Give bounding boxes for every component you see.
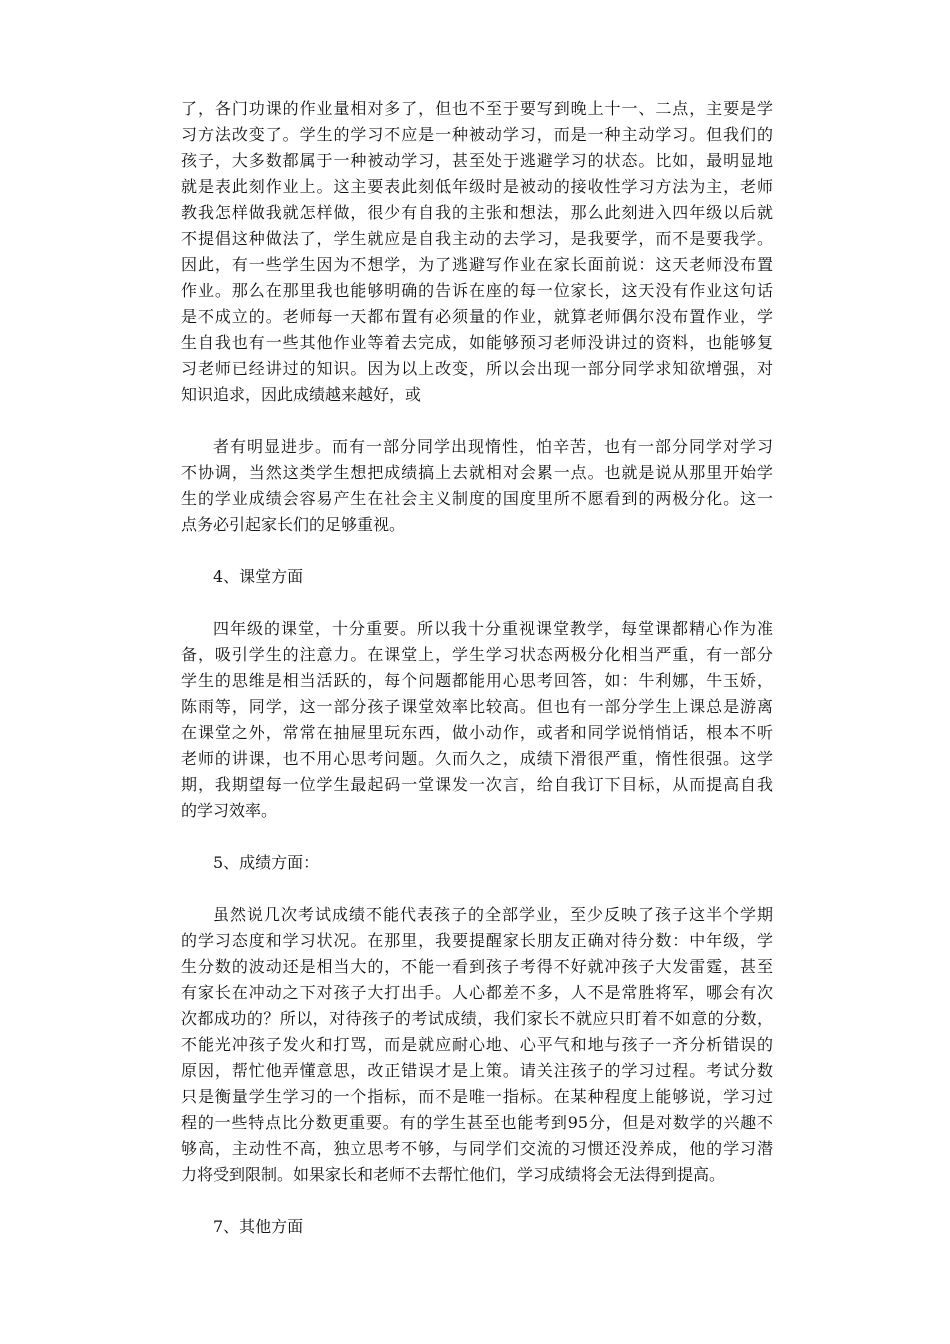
text-line: 在课堂之外，常常在抽屉里玩东西，做小动作，或者和同学说悄悄话，根本不听 [181, 723, 773, 742]
paragraph-spacer [181, 1188, 773, 1214]
section-heading-grades: 5、成绩方面： [213, 853, 320, 872]
text-line: 点务必引起家长们的足够重视。 [181, 515, 406, 534]
text-line: 者有明显进步。而有一部分同学出现惰性，怕辛苦，也有一部分同学对学习 [213, 437, 773, 456]
text-line: 因此，有一些学生因为不想学，为了逃避写作业在家长面前说：这天老师没布置 [181, 255, 773, 274]
text-line: 教我怎样做我就怎样做，很少有自我的主张和想法，那么此刻进入四年级以后就 [181, 203, 773, 222]
text-line: 老师的讲课，也不用心思考问题。久而久之，成绩下滑很严重，惰性很强。这学 [181, 749, 773, 768]
paragraph-classroom [181, 616, 773, 824]
paragraph-homework [181, 96, 773, 408]
text-line: 虽然说几次考试成绩不能代表孩子的全部学业，至少反映了孩子这半个学期 [213, 905, 773, 924]
paragraph-grades [181, 902, 773, 1188]
text-line: 习方法改变了。学生的学习不应是一种被动学习，而是一种主动学习。但我们的 [181, 125, 773, 144]
text-line: 备，吸引学生的注意力。在课堂上，学生学习状态两极分化相当严重，有一部分 [181, 645, 773, 664]
text-line: 期，我期望每一位学生最起码一堂课发一次言，给自我订下目标，从而提高自我 [181, 775, 773, 794]
text-line: 四年级的课堂，十分重要。所以我十分重视课堂教学，每堂课都精心作为准 [213, 619, 773, 638]
paragraph-polarization [181, 434, 773, 538]
text-line: 够高，主动性不高，独立思考不够，与同学们交流的习惯还没养成，他的学习潜 [181, 1139, 773, 1158]
text-line: 只是衡量学生学习的一个指标，而不是唯一指标。在某种程度上能够说，学习过 [181, 1087, 773, 1106]
text-line: 是不成立的。老师每一天都布置有必须量的作业，就算老师偶尔没布置作业，学 [181, 307, 773, 326]
text-line: 不提倡这种做法了，学生就应是自我主动的去学习，是我要学，而不是要我学。 [181, 229, 773, 248]
text-line: 的学习效率。 [181, 801, 278, 820]
text-line: 陈雨等，同学，这一部分孩子课堂效率比较高。但也有一部分学生上课总是游离 [181, 697, 773, 716]
text-line: 生自我也有一些其他作业等着去完成，如能够预习老师没讲过的资料，也能够复 [181, 333, 773, 352]
paragraph-spacer [181, 876, 773, 902]
text-line: 作业。那么在那里我也能够明确的告诉在座的每一位家长，这天没有作业这句话 [181, 281, 773, 300]
text-line: 不协调，当然这类学生想把成绩搞上去就相对会累一点。也就是说从那里开始学 [181, 463, 773, 482]
text-line: 生分数的波动还是相当大的，不能一看到孩子考得不好就冲孩子大发雷霆，甚至 [181, 957, 773, 976]
paragraph-spacer [181, 590, 773, 616]
text-line: 程的一些特点比分数更重要。有的学生甚至也能考到95分，但是对数学的兴趣不 [181, 1113, 773, 1132]
text-line: 的学习态度和学习状况。在那里，我要提醒家长朋友正确对待分数：中年级，学 [181, 931, 773, 950]
paragraph-spacer [181, 408, 773, 434]
text-line: 原因，帮忙他弄懂意思，改正错误才是上策。请关注孩子的学习过程。考试分数 [181, 1061, 773, 1080]
text-line: 学生的思维是相当活跃的，每个问题都能用心思考回答，如：牛利娜，牛玉娇， [181, 671, 773, 690]
text-line: 有家长在冲动之下对孩子大打出手。人心都差不多，人不是常胜将军，哪会有次 [181, 983, 773, 1002]
text-line: 就是表此刻作业上。这主要表此刻低年级时是被动的接收性学习方法为主，老师 [181, 177, 773, 196]
text-line: 力将受到限制。如果家长和老师不去帮忙他们，学习成绩将会无法得到提高。 [181, 1165, 726, 1184]
section-heading-other: 7、其他方面 [213, 1217, 304, 1236]
text-line: 孩子，大多数都属于一种被动学习，甚至处于逃避学习的状态。比如，最明显地 [181, 151, 773, 170]
paragraph-spacer [181, 824, 773, 850]
text-line: 生的学业成绩会容易产生在社会主义制度的国度里所不愿看到的两极分化。这一 [181, 489, 773, 508]
section-heading-classroom: 4、课堂方面 [213, 567, 304, 586]
text-line: 次都成功的？所以，对待孩子的考试成绩，我们家长不就应只盯着不如意的分数， [181, 1009, 773, 1028]
text-line: 了，各门功课的作业量相对多了，但也不至于要写到晚上十一、二点，主要是学 [181, 99, 773, 118]
text-line: 习老师已经讲过的知识。因为以上改变，所以会出现一部分同学求知欲增强，对 [181, 359, 773, 378]
text-line: 知识追求，因此成绩越来越好，或 [181, 385, 422, 404]
paragraph-spacer [181, 538, 773, 564]
text-line: 不能光冲孩子发火和打骂，而是就应耐心地、心平气和地与孩子一齐分析错误的 [181, 1035, 773, 1054]
document-page [181, 96, 773, 1240]
